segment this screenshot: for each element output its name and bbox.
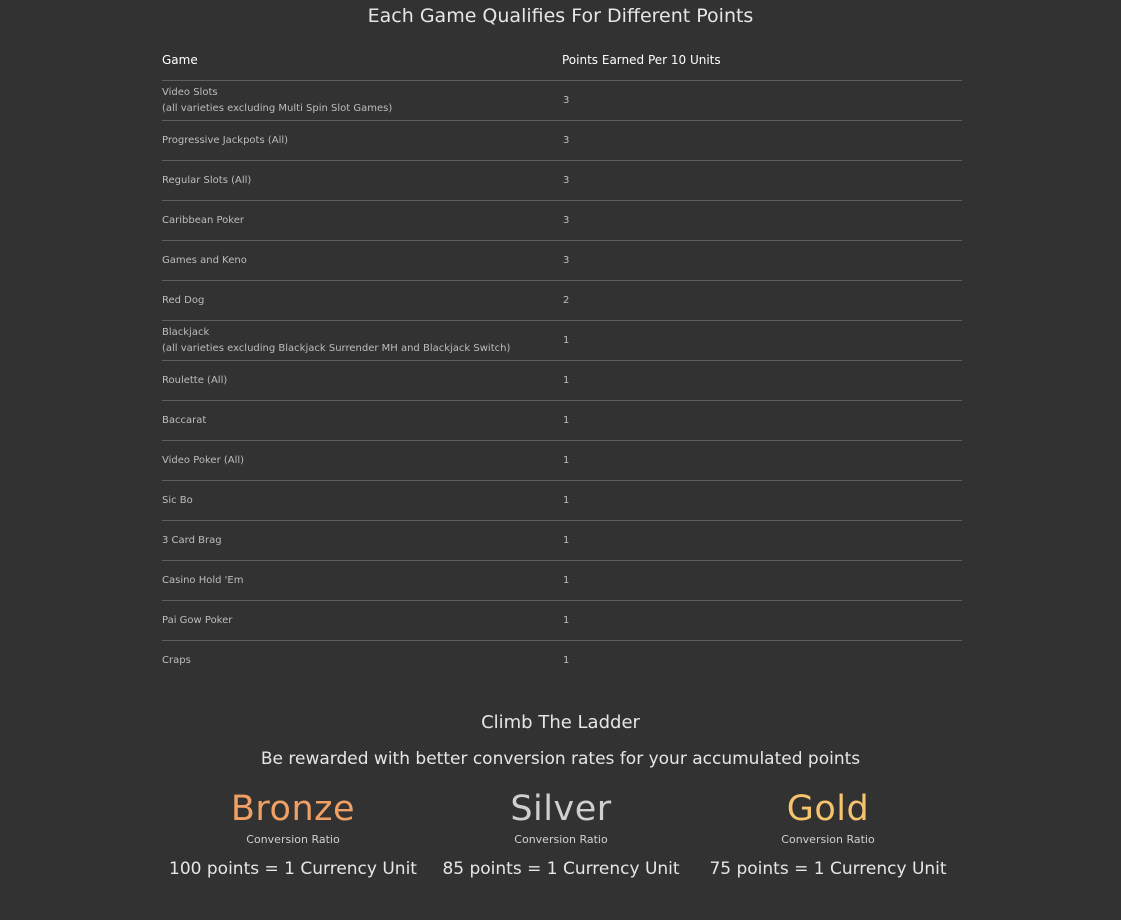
game-name: Baccarat (162, 414, 207, 426)
game-cell (162, 81, 562, 121)
table-row (162, 201, 962, 241)
game-cell (162, 601, 562, 641)
points-cell: 1 (562, 321, 962, 361)
tier-ratio-label: Conversion Ratio (514, 833, 608, 846)
tier-ratio-label: Conversion Ratio (246, 833, 340, 846)
game-cell (162, 321, 562, 361)
game-name: Sic Bo (162, 494, 193, 506)
ladder-subtitle: Be rewarded with better conversion rates for your accumulated points (260, 749, 861, 769)
points-cell: 1 (563, 654, 570, 666)
table-row (162, 241, 962, 281)
points-section-title: Each Game Qualifies For Different Points (367, 5, 754, 27)
points-cell: 1 (562, 561, 962, 601)
game-name: Regular Slots (All) (162, 174, 252, 186)
table-row (162, 281, 962, 321)
game-cell (162, 561, 562, 601)
game-name: Craps (162, 654, 191, 666)
table-row (162, 601, 962, 641)
game-cell (162, 481, 562, 521)
table-row (162, 401, 962, 441)
game-name: Blackjack (162, 326, 210, 338)
game-name: Casino Hold 'Em (162, 574, 244, 586)
game-cell (162, 241, 562, 281)
game-cell (162, 401, 562, 441)
game-name: Pai Gow Poker (162, 614, 233, 626)
game-name: Video Slots (162, 86, 218, 98)
points-cell: 1 (562, 401, 962, 441)
points-cell: 3 (562, 241, 962, 281)
tier-list (0, 788, 1121, 898)
table-row (162, 641, 962, 681)
table-row (162, 361, 962, 401)
game-cell (162, 641, 562, 681)
tier-ratio-label: Conversion Ratio (781, 833, 875, 846)
points-cell: 1 (562, 521, 962, 561)
game-name: 3 Card Brag (162, 534, 222, 546)
game-cell (162, 361, 562, 401)
points-cell: 3 (562, 161, 962, 201)
game-name: Video Poker (All) (162, 454, 245, 466)
tier-name: Silver (510, 789, 612, 829)
table-row (162, 321, 962, 361)
points-cell: 1 (562, 601, 962, 641)
points-cell: 1 (562, 481, 962, 521)
points-cell: 1 (562, 361, 962, 401)
table-header-row (162, 40, 962, 81)
table-row (162, 81, 962, 121)
game-name: Roulette (All) (162, 374, 228, 386)
points-cell: 3 (562, 81, 962, 121)
game-cell (162, 161, 562, 201)
tier-conversion: 85 points = 1 Currency Unit (442, 859, 680, 879)
header-points: Points Earned Per 10 Units (562, 40, 962, 81)
tier-name: Gold (786, 789, 870, 829)
points-cell: 3 (562, 201, 962, 241)
table-row (162, 121, 962, 161)
points-cell: 1 (562, 441, 962, 481)
game-cell (162, 441, 562, 481)
ladder-title: Climb The Ladder (481, 712, 640, 733)
game-note: (all varieties excluding Blackjack Surrender MH and Blackjack Switch) (162, 342, 511, 354)
game-name: Caribbean Poker (162, 214, 244, 226)
header-game: Game (162, 40, 562, 81)
table-row (162, 481, 962, 521)
table-row (162, 161, 962, 201)
game-name: Progressive Jackpots (All) (162, 134, 289, 146)
tier-bronze (158, 788, 428, 880)
game-name: Red Dog (162, 294, 205, 306)
points-cell: 2 (562, 281, 962, 321)
tier-silver (426, 788, 696, 880)
points-table-body (162, 81, 962, 681)
game-cell (162, 201, 562, 241)
table-row (162, 521, 962, 561)
game-name: Games and Keno (162, 254, 247, 266)
game-cell (162, 121, 562, 161)
tier-gold (693, 788, 963, 880)
points-cell: 3 (562, 121, 962, 161)
game-note: (all varieties excluding Multi Spin Slot Games) (162, 102, 393, 114)
tier-conversion: 100 points = 1 Currency Unit (169, 859, 417, 879)
tier-conversion: 75 points = 1 Currency Unit (709, 859, 947, 879)
table-row (162, 441, 962, 481)
tier-name: Bronze (230, 789, 356, 829)
table-row (162, 561, 962, 601)
points-table (162, 40, 962, 680)
game-cell (162, 521, 562, 561)
game-cell (162, 281, 562, 321)
